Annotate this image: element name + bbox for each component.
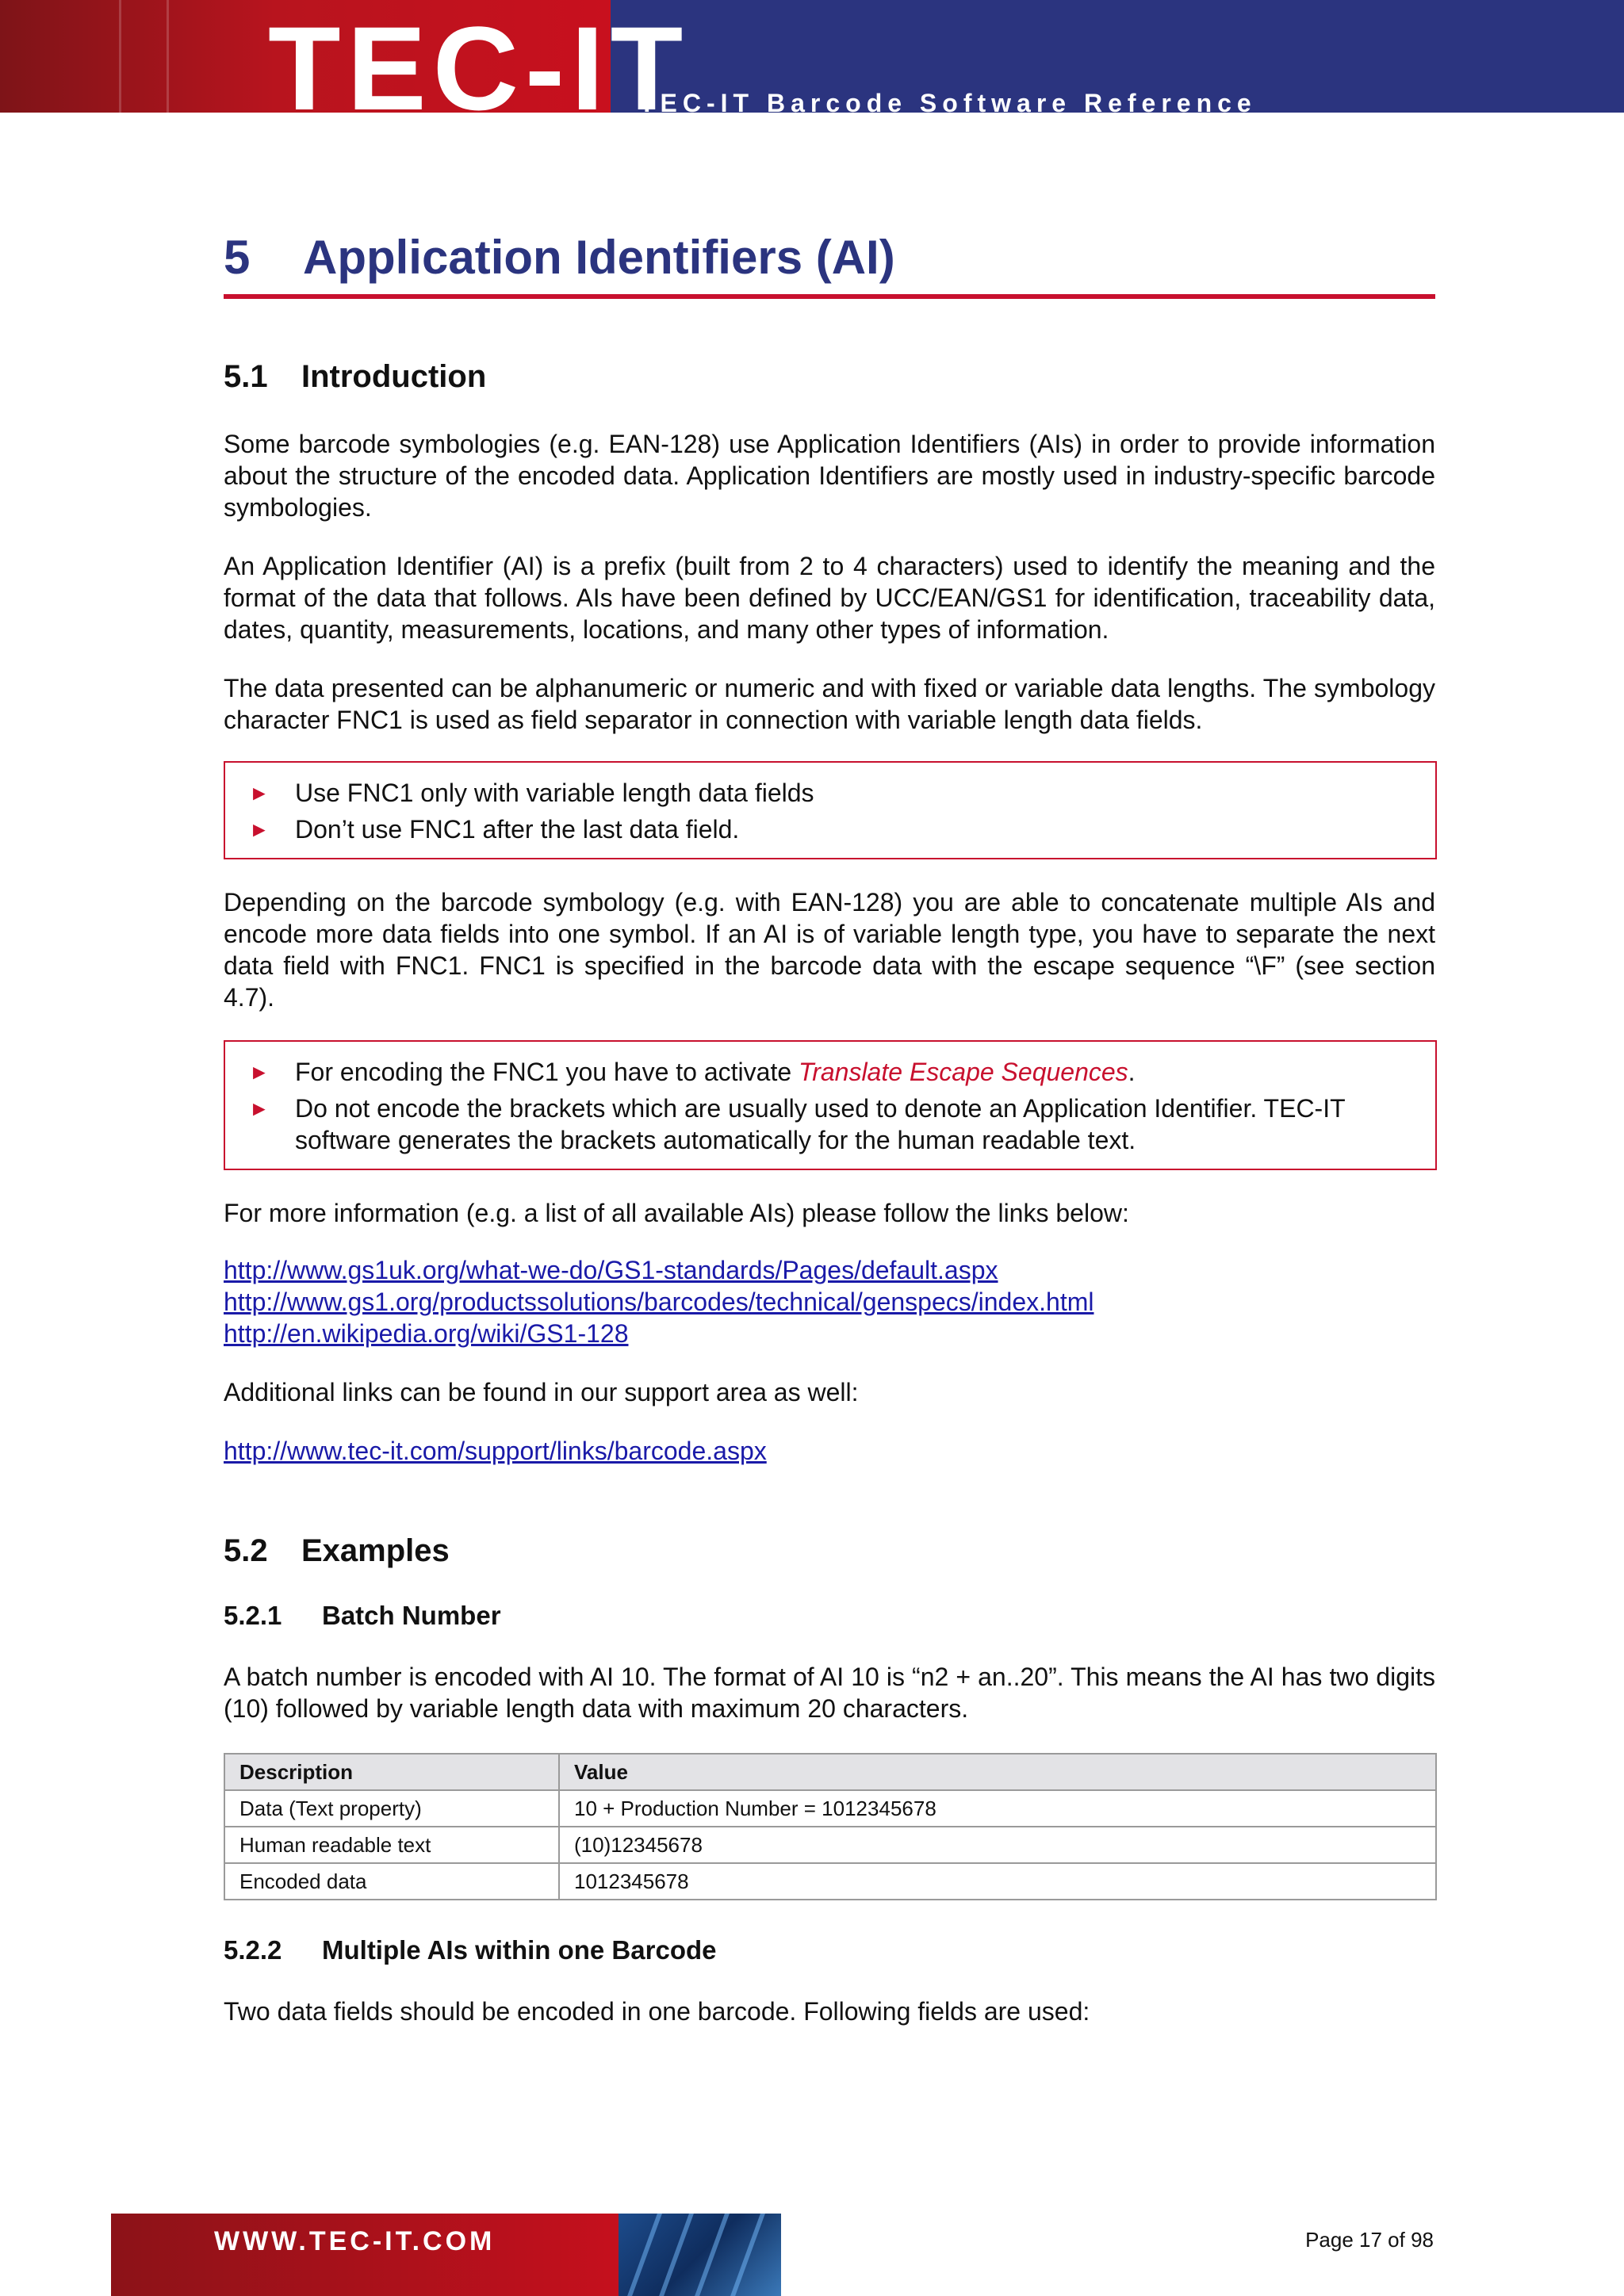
triangle-bullet-icon: ► xyxy=(249,1060,270,1084)
note-item xyxy=(249,813,1411,845)
section-number: 5.2 xyxy=(224,1533,268,1568)
note-item xyxy=(249,777,1411,809)
triangle-bullet-icon: ► xyxy=(249,1096,270,1120)
paragraph: Additional links can be found in our support area as well: xyxy=(224,1378,859,1406)
table-cell: (10)12345678 xyxy=(559,1827,1436,1863)
section-heading-intro xyxy=(224,359,1435,395)
subsection-number: 5.2.2 xyxy=(224,1935,282,1965)
paragraph: An Application Identifier (AI) is a prefix (built from 2 to 4 characters) used to identify the meaning and the format of the data that follows. AIs have been defined by UCC/EAN/GS1 for identification, traceability data, dates, quantity, measurements, locations, and many other types of information. xyxy=(224,552,1435,644)
tec-it-logo: TEC-IT xyxy=(268,2,690,113)
table-row xyxy=(224,1827,1436,1863)
column-header: Description xyxy=(224,1754,559,1790)
paragraph: A batch number is encoded with AI 10. The format of AI 10 is “n2 + an..20”. This means the AI has two digits (10) followed by variable length data with maximum 20 characters. xyxy=(224,1663,1435,1723)
table-header-row xyxy=(224,1754,1436,1790)
note-box xyxy=(224,761,1437,859)
footer-blue-block xyxy=(619,2214,781,2296)
footer-website-url: WWW.TEC-IT.COM xyxy=(214,2226,496,2256)
link-list xyxy=(224,1254,1435,1349)
page-content xyxy=(224,230,1435,2027)
section-number: 5.1 xyxy=(224,359,268,394)
subsection-heading-multi xyxy=(224,1935,1435,1965)
paragraph: Two data fields should be encoded in one barcode. Following fields are used: xyxy=(224,1997,1090,2026)
table-cell: 10 + Production Number = 1012345678 xyxy=(559,1790,1436,1827)
column-header: Value xyxy=(559,1754,1436,1790)
subsection-number: 5.2.1 xyxy=(224,1601,282,1630)
paragraph: The data presented can be alphanumeric or numeric and with fixed or variable data lengths. The symbology character FNC1 is used as field separator in connection with variable length data fields. xyxy=(224,674,1435,734)
note-item xyxy=(249,1093,1411,1156)
gs1-link[interactable]: http://www.gs1.org/productssolutions/barcodes/technical/genspecs/index.html xyxy=(224,1288,1094,1316)
chapter-title: Application Identifiers (AI) xyxy=(303,231,895,284)
triangle-bullet-icon: ► xyxy=(249,817,270,841)
table-cell: 1012345678 xyxy=(559,1863,1436,1900)
table-row xyxy=(224,1790,1436,1827)
note-text: Don’t use FNC1 after the last data field. xyxy=(295,815,740,844)
paragraph: Depending on the barcode symbology (e.g. with EAN-128) you are able to concatenate multiple AIs and encode more data fields into one symbol. If an AI is of variable length type, you have to separate the next data field with FNC1. FNC1 is specified in the barcode data with the escape sequence “\F” (see section 4.7). xyxy=(224,888,1435,1012)
paragraph: For more information (e.g. a list of all available AIs) please follow the links below: xyxy=(224,1199,1129,1227)
header-banner xyxy=(0,0,1624,113)
note-text: Do not encode the brackets which are usually used to denote an Application Identifier. TEC-IT software generates the brackets automatically for the human readable text. xyxy=(295,1094,1346,1154)
chapter-heading xyxy=(224,230,1435,299)
page-number: Page 17 of 98 xyxy=(1305,2228,1434,2252)
chapter-number: 5 xyxy=(224,231,251,284)
subsection-heading-batch xyxy=(224,1601,1435,1631)
batch-number-table xyxy=(224,1753,1437,1900)
note-text: For encoding the FNC1 you have to activate Translate Escape Sequences. xyxy=(295,1058,1136,1086)
escape-sequence-term: Translate Escape Sequences xyxy=(799,1058,1128,1086)
subsection-title: Multiple AIs within one Barcode xyxy=(322,1935,717,1965)
table-row xyxy=(224,1863,1436,1900)
support-link[interactable]: http://www.tec-it.com/support/links/barcode.aspx xyxy=(224,1437,767,1465)
note-item xyxy=(249,1056,1411,1088)
table-cell: Human readable text xyxy=(224,1827,559,1863)
gs1uk-link[interactable]: http://www.gs1uk.org/what-we-do/GS1-standards/Pages/default.aspx xyxy=(224,1256,998,1284)
subsection-title: Batch Number xyxy=(322,1601,501,1630)
header-title: TEC-IT Barcode Software Reference xyxy=(639,89,1257,113)
section-title: Introduction xyxy=(301,359,487,394)
section-heading-examples xyxy=(224,1533,1435,1569)
section-title: Examples xyxy=(301,1533,450,1568)
header-stripe xyxy=(119,0,121,113)
triangle-bullet-icon: ► xyxy=(249,781,270,805)
note-box xyxy=(224,1040,1437,1170)
note-text: Use FNC1 only with variable length data fields xyxy=(295,779,814,807)
paragraph: Some barcode symbologies (e.g. EAN-128) use Application Identifiers (AIs) in order to provide information about the structure of the encoded data. Application Identifiers are mostly used in industry-specific barcode symbologies. xyxy=(224,430,1435,522)
table-cell: Data (Text property) xyxy=(224,1790,559,1827)
table-cell: Encoded data xyxy=(224,1863,559,1900)
wikipedia-link[interactable]: http://en.wikipedia.org/wiki/GS1-128 xyxy=(224,1319,629,1348)
header-stripe xyxy=(167,0,169,113)
